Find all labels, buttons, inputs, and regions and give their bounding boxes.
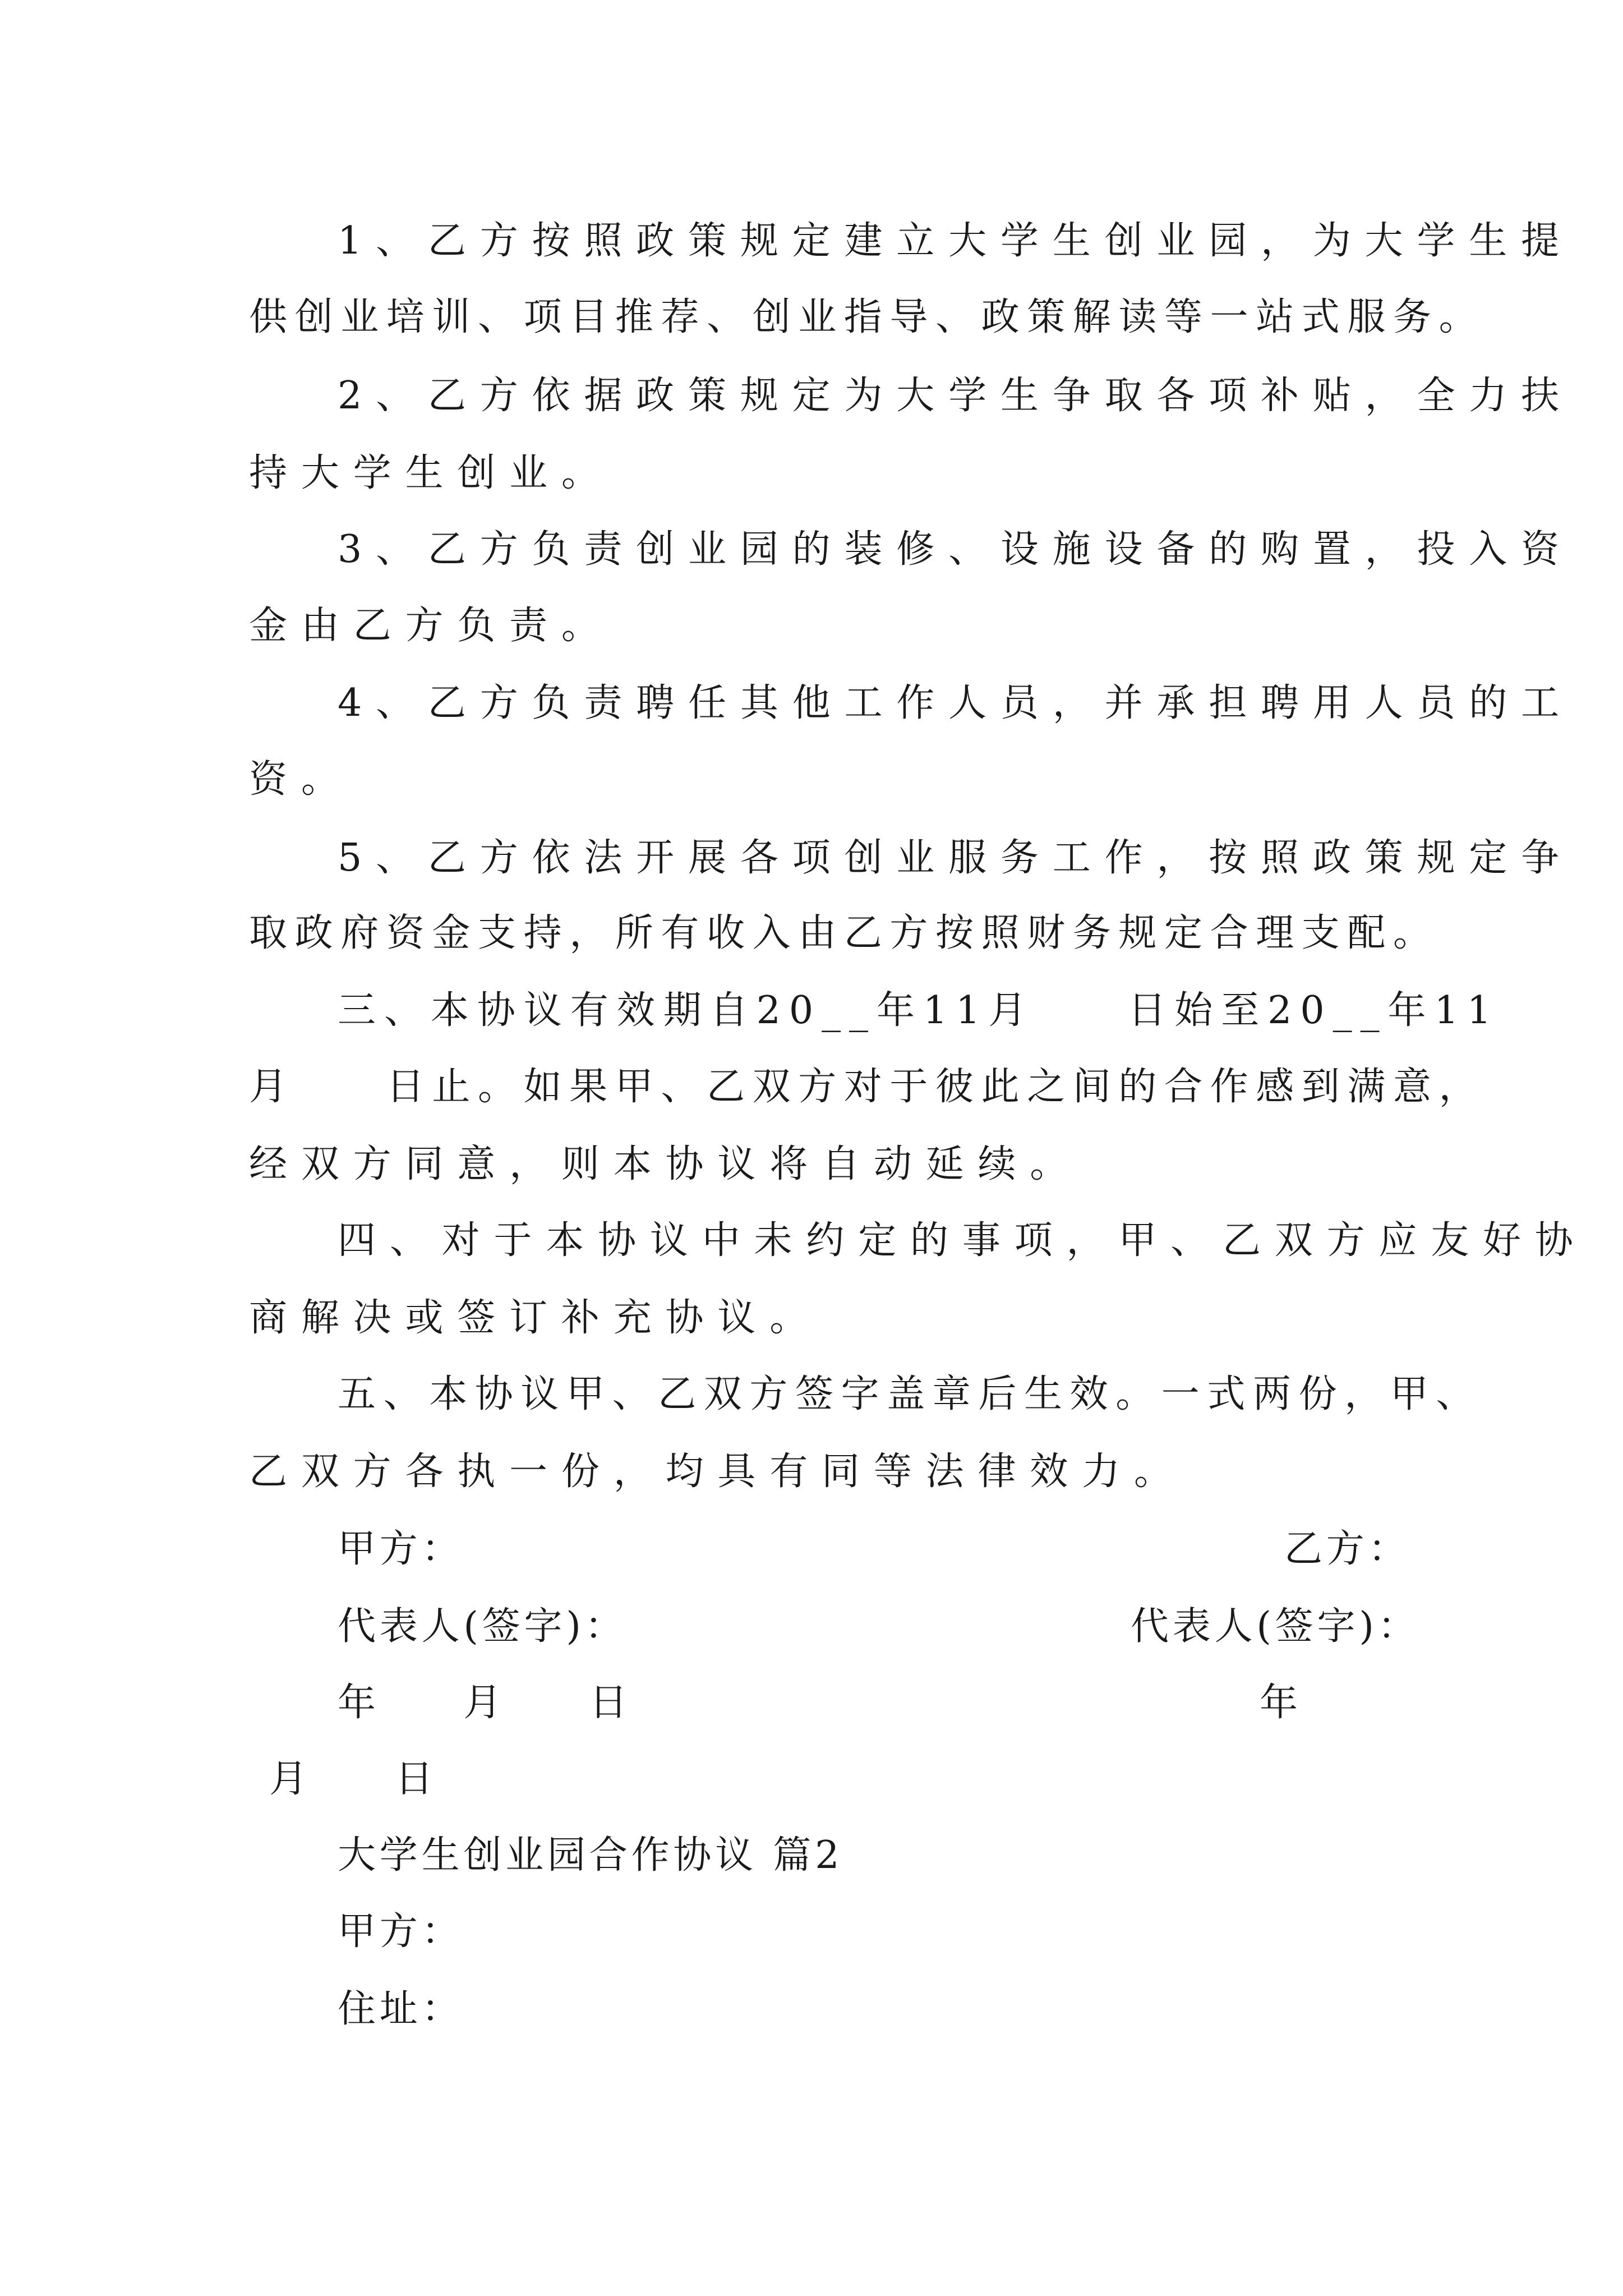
clause-4-line-2: 资。 bbox=[249, 757, 353, 802]
clause-four-line-2: 商解决或签订补充协议。 bbox=[249, 1296, 822, 1340]
section-title: 大学生创业园合作协议 篇2 bbox=[338, 1833, 843, 1878]
date-a: 年 月 日 bbox=[338, 1681, 631, 1725]
clause-4-line-1: 4、乙方负责聘任其他工作人员，并承担聘用人员的工 bbox=[338, 681, 1573, 725]
clause-1-line-2: 供创业培训、项目推荐、创业指导、政策解读等一站式服务。 bbox=[249, 295, 1485, 339]
party-b-label: 乙方： bbox=[1284, 1527, 1410, 1571]
rep-b-label: 代表人(签字)： bbox=[1131, 1604, 1420, 1649]
party-a-label: 甲方： bbox=[338, 1527, 464, 1571]
term-line-1: 三、本协议有效期自20__年11月 日始至20__年11 bbox=[338, 988, 1500, 1033]
clause-five-line-1: 五、本协议甲、乙双方签字盖章后生效。一式两份，甲、 bbox=[338, 1372, 1482, 1416]
clause-3-line-2: 金由乙方负责。 bbox=[249, 604, 614, 648]
next-party-a-label: 甲方： bbox=[338, 1910, 464, 1954]
clause-2-line-1: 2、乙方依据政策规定为大学生争取各项补贴，全力扶 bbox=[338, 374, 1573, 418]
term-line-3: 经双方同意，则本协议将自动延续。 bbox=[249, 1142, 1082, 1186]
clause-5-line-2: 取政府资金支持，所有收入由乙方按照财务规定合理支配。 bbox=[249, 911, 1439, 955]
clause-five-line-2: 乙双方各执一份，均具有同等法律效力。 bbox=[249, 1450, 1186, 1494]
clause-2-line-2: 持大学生创业。 bbox=[249, 451, 614, 495]
address-label: 住址： bbox=[338, 1987, 464, 2031]
clause-four-line-1: 四、对于本协议中未约定的事项，甲、乙双方应友好协 bbox=[338, 1218, 1587, 1263]
clause-3-line-1: 3、乙方负责创业园的装修、设施设备的购置，投入资 bbox=[338, 527, 1573, 572]
term-line-2: 月 日止。如果甲、乙双方对于彼此之间的合作感到满意， bbox=[249, 1065, 1485, 1109]
date-b-year: 年 bbox=[1260, 1681, 1302, 1725]
date-b-rest: 月 日 bbox=[269, 1757, 437, 1801]
clause-1-line-1: 1、乙方按照政策规定建立大学生创业园，为大学生提 bbox=[338, 219, 1573, 263]
rep-a-label: 代表人(签字)： bbox=[338, 1604, 627, 1649]
clause-5-line-1: 5、乙方依法开展各项创业服务工作，按照政策规定争 bbox=[338, 836, 1573, 880]
